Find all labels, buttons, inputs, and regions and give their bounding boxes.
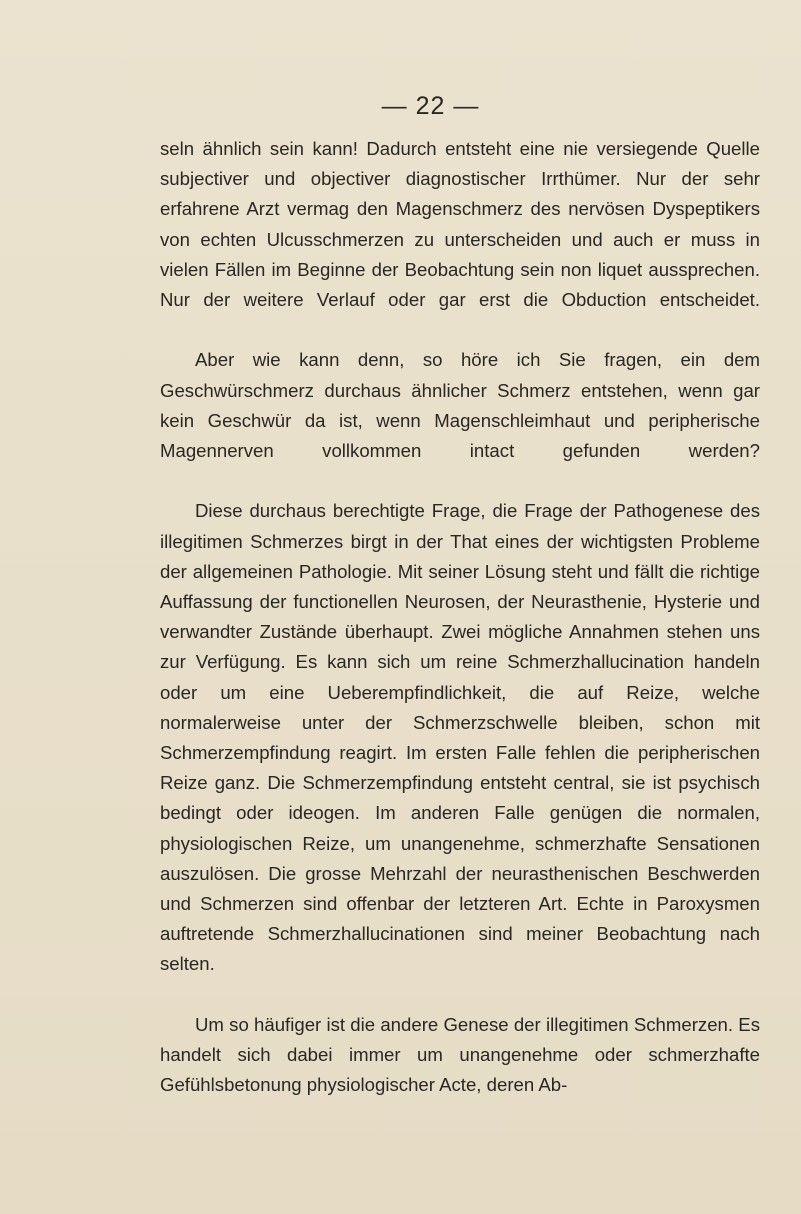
paragraph-1: seln ähnlich sein kann! Dadurch entsteht eine nie versiegende Quelle subjectiver und objectiver diagnostischer Irrthümer. Nur der sehr erfahrene Arzt vermag den Magenschmerz des nervösen Dyspeptikers von echten Ulcusschmerzen zu unterscheiden und auch er muss in vielen Fällen im Beginne der Beobachtung sein non liquet aussprechen. Nur der weitere Verlauf oder gar erst die Obduction entscheidet. xyxy=(160,138,760,311)
paragraph-2: Aber wie kann denn, so höre ich Sie fragen, ein dem Geschwürschmerz durchaus ähnlicher Schmerz entstehen, wenn gar kein Geschwür da ist, wenn Magenschleimhaut und peripherische Magennerven vollkommen intact gefunden werden? xyxy=(160,349,760,462)
paragraph-3: Diese durchaus berechtigte Frage, die Frage der Pathogenese des illegitimen Schmerzes birgt in der That eines der wichtigsten Probleme der allgemeinen Pathologie. Mit seiner Lösung steht und fällt die richtige Auffassung der functionellen Neurosen, der Neurasthenie, Hysterie und verwandter Zustände überhaupt. Zwei mögliche Annahmen stehen uns zur Verfügung. Es kann sich um reine Schmerzhallucination handeln oder um eine Ueberempfindlichkeit, die auf Reize, welche normalerweise unter der Schmerzschwelle bleiben, schon mit Schmerzempfindung reagirt. Im ersten Falle fehlen die peripherischen Reize ganz. Die Schmerzempfindung entsteht central, sie ist psychisch bedingt oder ideogen. Im anderen Falle genügen die normalen, physiologischen Reize, um unangenehme, schmerzhafte Sensationen auszulösen. Die grosse Mehrzahl der neurasthenischen Beschwerden und Schmerzen sind offenbar der letzteren Art. Echte in Paroxysmen auftretende Schmerzhallucinationen sind meiner Beobachtung nach selten. xyxy=(160,500,760,975)
body-text xyxy=(160,134,760,1101)
page-number: — 22 — xyxy=(381,92,480,120)
paragraph-4: Um so häufiger ist die andere Genese der illegitimen Schmerzen. Es handelt sich dabei immer um unangenehme oder schmerzhafte Gefühlsbetonung physiologischer Acte, deren Ab- xyxy=(160,1013,760,1096)
